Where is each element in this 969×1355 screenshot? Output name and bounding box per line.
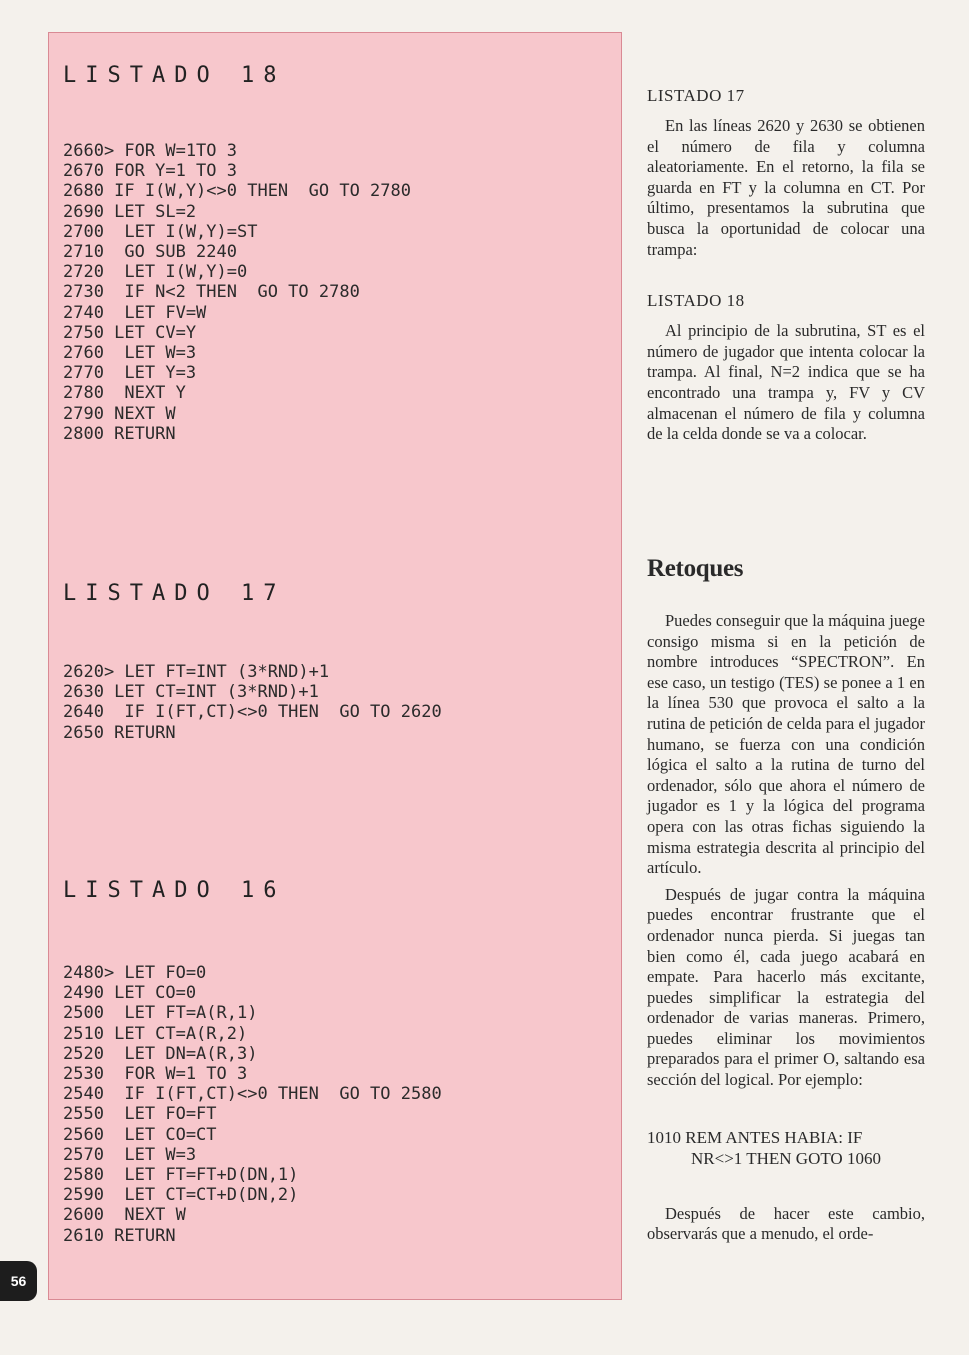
code-line: 2560 LET CO=CT: [63, 1124, 217, 1145]
code-line: 2540 IF I(FT,CT)<>0 THEN GO TO 2580: [63, 1084, 442, 1105]
code-line: 2630 LET CT=INT (3*RND)+1: [63, 682, 319, 703]
listado-18-heading: LISTADO 18: [647, 291, 745, 311]
code-line: 2530 FOR W=1 TO 3: [63, 1064, 248, 1085]
listado-18-paragraph: Al principio de la subrutina, ST es el número de jugador que intenta colocar la trampa. Al final, N=2 indica que se ha encontrado una trampa y, FV y CV almacenan el número de fila y columna de la celda donde se va a colocar.: [647, 321, 925, 444]
code-line: 2570 LET W=3: [63, 1144, 197, 1165]
code-line: 2500 LET FT=A(R,1): [63, 1003, 258, 1024]
code-line: 2640 IF I(FT,CT)<>0 THEN GO TO 2620: [63, 702, 442, 723]
code-line: 2660> FOR W=1TO 3: [63, 141, 237, 161]
code-line: 2760 LET W=3: [63, 343, 197, 364]
listado-17-paragraph: En las líneas 2620 y 2630 se obtienen el número de fila y columna aleatoriamente. En el retorno, la fila se guarda en FT y la columna en CT. Por último, presentamos la subrutina que busca la oportunidad de colocar una trampa:: [647, 116, 925, 259]
code-line: 2800 RETURN: [63, 423, 176, 444]
code-line: 2700 LET I(W,Y)=ST: [63, 221, 258, 242]
retoques-paragraph-2: Después de jugar contra la máquina puedes encontrar frustrante que el ordenador nunca pierda. Si juegas tan bien como él, cada juego acabará en empate. Para hacerlo más excitante, puedes simplificar la estrategia del ordenador de varias maneras. Primero, puedes eliminar los movimientos preparados para el primer O, saltando esa sección del logical. Por ejemplo:: [647, 884, 925, 1090]
code-line: 2670 FOR Y=1 TO 3: [63, 161, 237, 182]
listing-18-code: [63, 141, 411, 444]
code-line: 2490 LET CO=0: [63, 983, 197, 1004]
listado-17-heading: LISTADO 17: [647, 86, 745, 105]
listing-16-title: LISTADO 16: [63, 878, 286, 903]
code-line: 2520 LET DN=A(R,3): [63, 1043, 258, 1064]
code-line: 2590 LET CT=CT+D(DN,2): [63, 1185, 299, 1206]
code-listings-panel: [48, 32, 622, 1300]
page-number-badge: 56: [0, 1261, 37, 1301]
code-example-line-1: 1010 REM ANTES HABIA: IF: [647, 1127, 863, 1147]
code-line: 2480> LET FO=0: [63, 963, 207, 983]
code-line: 2510 LET CT=A(R,2): [63, 1023, 248, 1044]
retoques-paragraph-3: Después de hacer este cambio, observarás que a menudo, el orde-: [647, 1203, 925, 1244]
listing-18-title: LISTADO 18: [63, 63, 286, 88]
listing-17-title: LISTADO 17: [63, 581, 286, 606]
code-line: 2550 LET FO=FT: [63, 1104, 217, 1125]
code-line: 2730 IF N<2 THEN GO TO 2780: [63, 282, 360, 303]
listing-16-code: [63, 963, 442, 1246]
code-line: 2710 GO SUB 2240: [63, 242, 237, 263]
retoques-paragraph-1: Puedes conseguir que la máquina juege consigo misma si en la petición de nombre introduces “SPECTRON”. En ese caso, un testigo (TES) se ponee a 1 en la línea 530 que provoca el salto a la rutina de petición de celda para el jugador humano, se fuerza con una condición lógica el salto a la rutina de turno del ordenador, sólo que ahora el número de jugador es 1 y la lógica del programa opera con las otras fichas siguiendo la misma estrategia descrita al principio del artículo.: [647, 611, 925, 878]
code-line: 2740 LET FV=W: [63, 302, 207, 323]
listing-17-code: [63, 662, 442, 743]
text-column-bottom: [647, 555, 925, 1245]
code-line: 2620> LET FT=INT (3*RND)+1: [63, 662, 330, 682]
text-column-top: [647, 86, 925, 445]
code-line: 2690 LET SL=2: [63, 201, 197, 222]
code-line: 2680 IF I(W,Y)<>0 THEN GO TO 2780: [63, 181, 411, 202]
code-line: 2580 LET FT=FT+D(DN,1): [63, 1165, 299, 1186]
code-line: 2780 NEXT Y: [63, 383, 186, 404]
code-line: 2610 RETURN: [63, 1225, 176, 1246]
code-line: 2600 NEXT W: [63, 1205, 186, 1226]
code-line: 2650 RETURN: [63, 722, 176, 743]
code-line: 2720 LET I(W,Y)=0: [63, 262, 248, 283]
code-example: [647, 1127, 925, 1169]
code-line: 2770 LET Y=3: [63, 363, 197, 384]
code-line: 2790 NEXT W: [63, 403, 176, 424]
code-line: 2750 LET CV=Y: [63, 322, 197, 343]
retoques-heading: Retoques: [647, 555, 744, 582]
code-example-line-2: NR<>1 THEN GOTO 1060: [691, 1148, 881, 1168]
